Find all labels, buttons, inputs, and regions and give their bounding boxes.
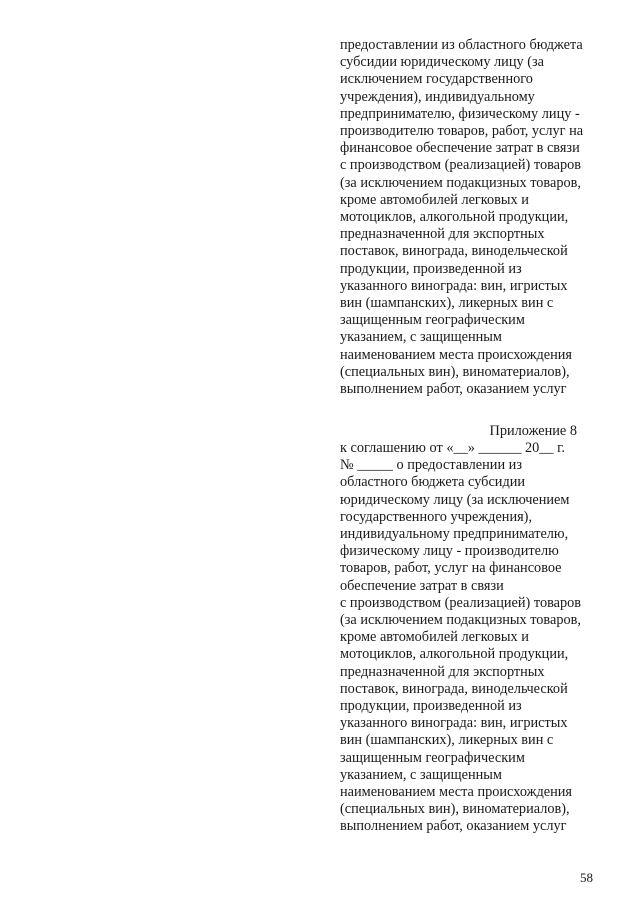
text-line: учреждения), индивидуальному bbox=[340, 88, 535, 105]
text-line: с производством (реализацией) товаров bbox=[340, 157, 582, 174]
text-line: (специальных вин), виноматериалов), bbox=[340, 801, 570, 818]
text-line: юридическому лицу (за исключением bbox=[340, 491, 570, 508]
text-line: (за исключением подакцизных товаров, bbox=[340, 612, 581, 629]
text-line: продукции, произведенной из bbox=[340, 698, 522, 715]
text-line: обеспечение затрат в связи bbox=[340, 577, 504, 594]
text-line: указанного винограда: вин, игристых bbox=[340, 277, 568, 294]
text-line: физическому лицу - производителю bbox=[340, 543, 559, 560]
text-line: указанием, с защищенным bbox=[340, 329, 502, 346]
text-line: поставок, винограда, винодельческой bbox=[340, 243, 568, 260]
text-line: выполнением работ, оказанием услуг bbox=[340, 818, 567, 835]
appendix-block bbox=[340, 422, 605, 836]
text-line: производителю товаров, работ, услуг на bbox=[340, 123, 584, 140]
text-line: наименованием места происхождения bbox=[340, 346, 572, 363]
text-line: кроме автомобилей легковых и bbox=[340, 191, 529, 208]
text-line: поставок, винограда, винодельческой bbox=[340, 680, 568, 697]
text-line: мотоциклов, алкогольной продукции, bbox=[340, 209, 569, 226]
text-line: защищенным географическим bbox=[340, 749, 525, 766]
text-line: кроме автомобилей легковых и bbox=[340, 629, 529, 646]
text-line: мотоциклов, алкогольной продукции, bbox=[340, 646, 569, 663]
text-line: наименованием места происхождения bbox=[340, 784, 572, 801]
text-line: областного бюджета субсидии bbox=[340, 474, 526, 491]
preceding-text-block bbox=[340, 37, 605, 398]
text-line: с производством (реализацией) товаров bbox=[340, 594, 582, 611]
appendix-title: Приложение 8 bbox=[489, 423, 577, 439]
text-line: вин (шампанских), ликерных вин с bbox=[340, 732, 554, 749]
text-line: к соглашению от «__» ______ 20__ г. bbox=[340, 440, 565, 456]
text-line: (за исключением подакцизных товаров, bbox=[340, 174, 581, 191]
text-line: государственного учреждения), bbox=[340, 508, 533, 525]
text-line: указанного винограда: вин, игристых bbox=[340, 715, 568, 732]
text-line: № _____ о предоставлении из bbox=[340, 457, 522, 474]
text-line: вин (шампанских), ликерных вин с bbox=[340, 295, 554, 312]
text-line: (специальных вин), виноматериалов), bbox=[340, 363, 570, 380]
text-line: защищенным географическим bbox=[340, 312, 525, 329]
text-line: выполнением работ, оказанием услуг bbox=[340, 381, 567, 398]
text-line: субсидии юридическому лицу (за bbox=[340, 54, 544, 71]
text-line: предоставлении из областного бюджета bbox=[340, 37, 583, 53]
text-line: продукции, произведенной из bbox=[340, 260, 522, 277]
text-line: указанием, с защищенным bbox=[340, 766, 502, 783]
text-line: исключением государственного bbox=[340, 71, 533, 88]
page-number: 58 bbox=[580, 870, 593, 885]
text-line: предназначенной для экспортных bbox=[340, 663, 545, 680]
text-line: финансовое обеспечение затрат в связи bbox=[340, 140, 580, 157]
text-line: предназначенной для экспортных bbox=[340, 226, 545, 243]
text-line: предпринимателю, физическому лицу - bbox=[340, 105, 580, 122]
text-line: индивидуальному предпринимателю, bbox=[340, 526, 569, 543]
text-line: товаров, работ, услуг на финансовое bbox=[340, 560, 562, 577]
